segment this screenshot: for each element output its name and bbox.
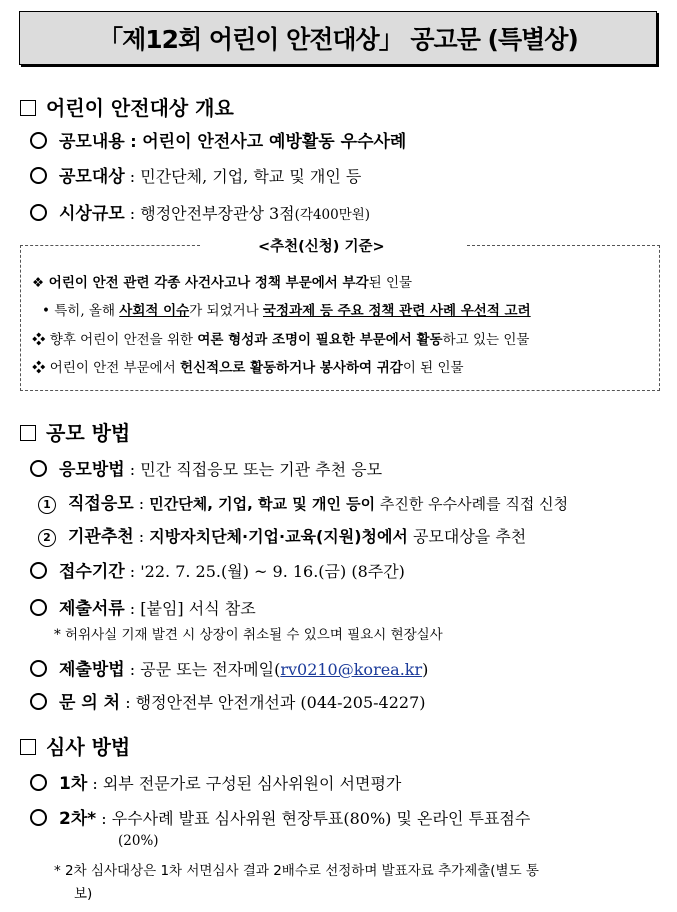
number-2-icon: 2 [38,529,56,547]
item-contest-content: 공모내용 : 어린이 안전사고 예방활동 우수사례 [30,127,406,152]
page-title: 「제12회 어린이 안전대상」 공고문 (특별상) [19,11,657,65]
item-second-review: 2차* : 우수사례 발표 심사위원 현장투표(80%) 및 온라인 투표점수 [30,804,530,829]
number-1-icon: 1 [38,496,56,514]
square-bullet-icon [20,425,36,441]
section-method-heading: 공모 방법 [20,417,130,446]
square-bullet-icon [20,100,36,116]
circle-bullet-icon [30,460,47,477]
documents-note: * 허위사실 기재 발견 시 상장이 취소될 수 있으며 필요시 현장실사 [54,627,443,643]
circle-bullet-icon [30,660,47,677]
item-contact: 문 의 처 : 행정안전부 안전개선과 (044-205-4227) [30,688,426,713]
section-review-heading: 심사 방법 [20,731,130,760]
circle-bullet-icon [30,204,47,221]
criteria-item-3: ❖ 향후 어린이 안전을 위한 여론 형성과 조명이 필요한 부문에서 활동하고 있는 인물 [32,332,530,348]
review-note-line-2: 보) [74,886,93,902]
criteria-item-4: ❖ 어린이 안전 부문에서 헌신적으로 활동하거나 봉사하여 귀감이 된 인물 [32,360,464,376]
item-submit-method: 제출방법 : 공문 또는 전자메일(rv0210@korea.kr) [30,655,428,680]
square-bullet-icon [20,739,36,755]
criteria-title: <추천(신청) 기준> [258,239,385,255]
item-documents: 제출서류 : [붙임] 서식 참조 [30,594,256,619]
circle-bullet-icon [30,774,47,791]
email-link[interactable]: rv0210@korea.kr [280,660,423,679]
criteria-item-1: ❖ 어린이 안전 관련 각종 사건사고나 정책 부문에서 부각된 인물 [32,275,413,291]
item-award-scale: 시상규모 : 행정안전부장관상 3점(각400만원) [30,199,370,224]
circle-bullet-icon [30,809,47,826]
circle-bullet-icon [30,167,47,184]
circle-bullet-icon [30,562,47,579]
circle-bullet-icon [30,132,47,149]
item-apply-method: 응모방법 : 민간 직접응모 또는 기관 추천 응모 [30,455,382,480]
item-contest-target: 공모대상 : 민간단체, 기업, 학교 및 개인 등 [30,162,361,187]
item-direct-apply: 1 직접응모 : 민간단체, 기업, 학교 및 개인 등이 추진한 우수사례를 직접 신청 [38,489,568,514]
criteria-item-2: • 특히, 올해 사회적 이슈가 되었거나 국정과제 등 주요 정책 관련 사례 우선적 고려 [42,303,531,319]
circle-bullet-icon [30,599,47,616]
item-first-review: 1차 : 외부 전문가로 구성된 심사위원이 서면평가 [30,769,401,794]
item-agency-recommend: 2 기관추천 : 지방자치단체·기업·교육(지원)청에서 공모대상을 추천 [38,522,526,547]
review-note-line-1: * 2차 심사대상은 1차 서면심사 결과 2배수로 선정하며 발표자료 추가제출(별도 통 [54,863,539,879]
circle-bullet-icon [30,693,47,710]
section-overview-heading: 어린이 안전대상 개요 [20,92,234,121]
item-reception-period: 접수기간 : '22. 7. 25.(월) ~ 9. 16.(금) (8주간) [30,557,405,582]
second-review-continued: (20%) [118,833,159,849]
